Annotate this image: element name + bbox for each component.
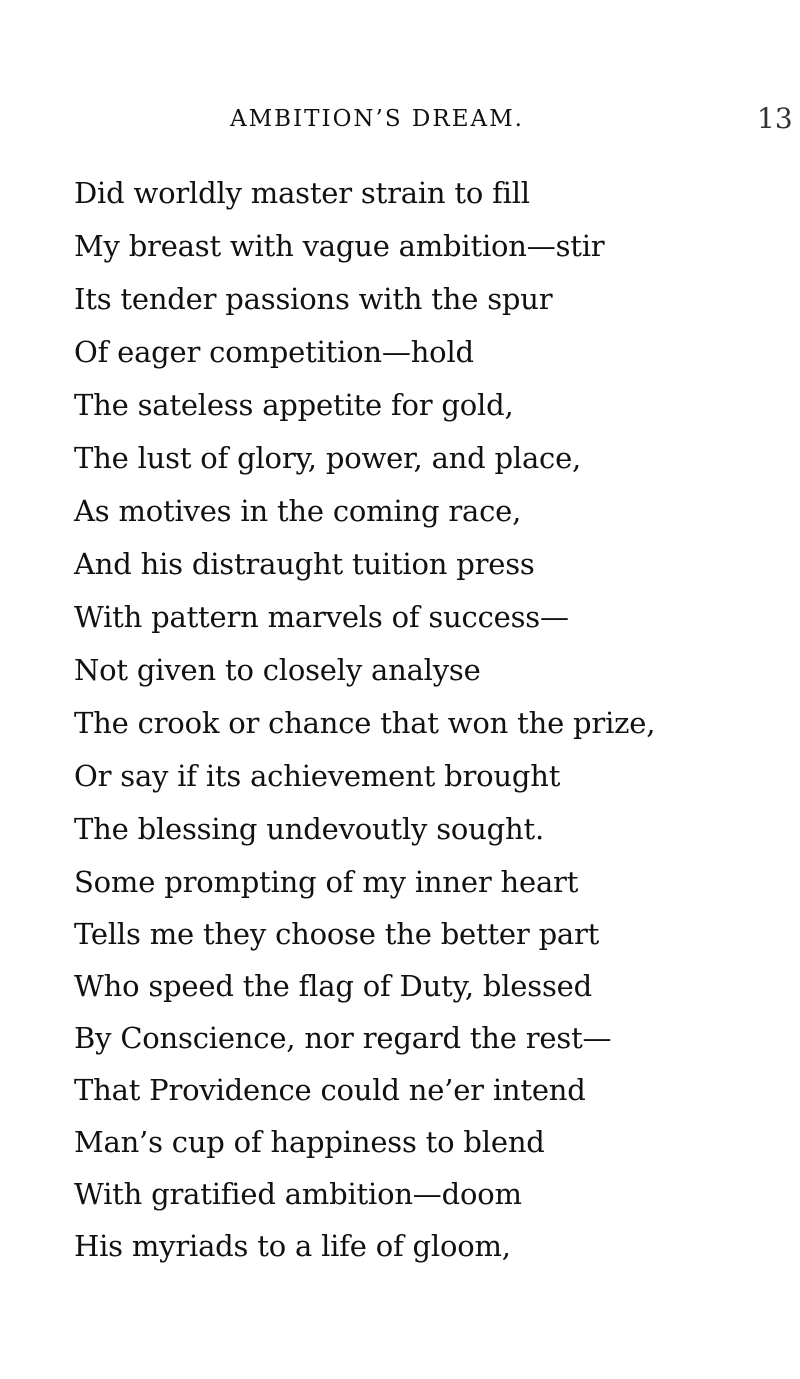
page-number: 13 — [757, 102, 793, 135]
poem-line: My breast with vague ambition—stir — [74, 229, 605, 263]
poem-line: Tells me they choose the better part — [74, 917, 600, 951]
poem-line: With pattern marvels of success— — [74, 600, 569, 634]
poem-line: Who speed the flag of Duty, blessed — [74, 969, 592, 1003]
poem-line: Or say if its achievement brought — [74, 759, 561, 793]
poem-line: That Providence could ne’er intend — [74, 1073, 586, 1107]
poem-line: The sateless appetite for gold, — [74, 388, 514, 422]
stanza-1 — [74, 167, 764, 856]
poem-line: Did worldly master strain to fill — [74, 176, 530, 210]
poem-line: Some prompting of my inner heart — [74, 865, 579, 899]
poem-line: Man’s cup of happiness to blend — [74, 1125, 545, 1159]
poem-line: Not given to closely analyse — [74, 653, 481, 687]
poem-line: Of eager competition—hold — [74, 335, 474, 369]
poem-line: Its tender passions with the spur — [74, 282, 553, 316]
poem-line: The blessing undevoutly sought. — [74, 812, 544, 846]
stanza-2 — [74, 856, 764, 1272]
poem-line: With gratified ambition—doom — [74, 1177, 522, 1211]
running-head — [0, 102, 800, 142]
poem-line: The lust of glory, power, and place, — [74, 441, 582, 475]
poem-line: As motives in the coming race, — [74, 494, 522, 528]
poem-line: And his distraught tuition press — [74, 547, 535, 581]
running-title: AMBITION’S DREAM. — [230, 106, 524, 132]
poem-line: His myriads to a life of gloom, — [74, 1229, 511, 1263]
poem-line: The crook or chance that won the prize, — [74, 706, 656, 740]
poem-line: By Conscience, nor regard the rest— — [74, 1021, 612, 1055]
